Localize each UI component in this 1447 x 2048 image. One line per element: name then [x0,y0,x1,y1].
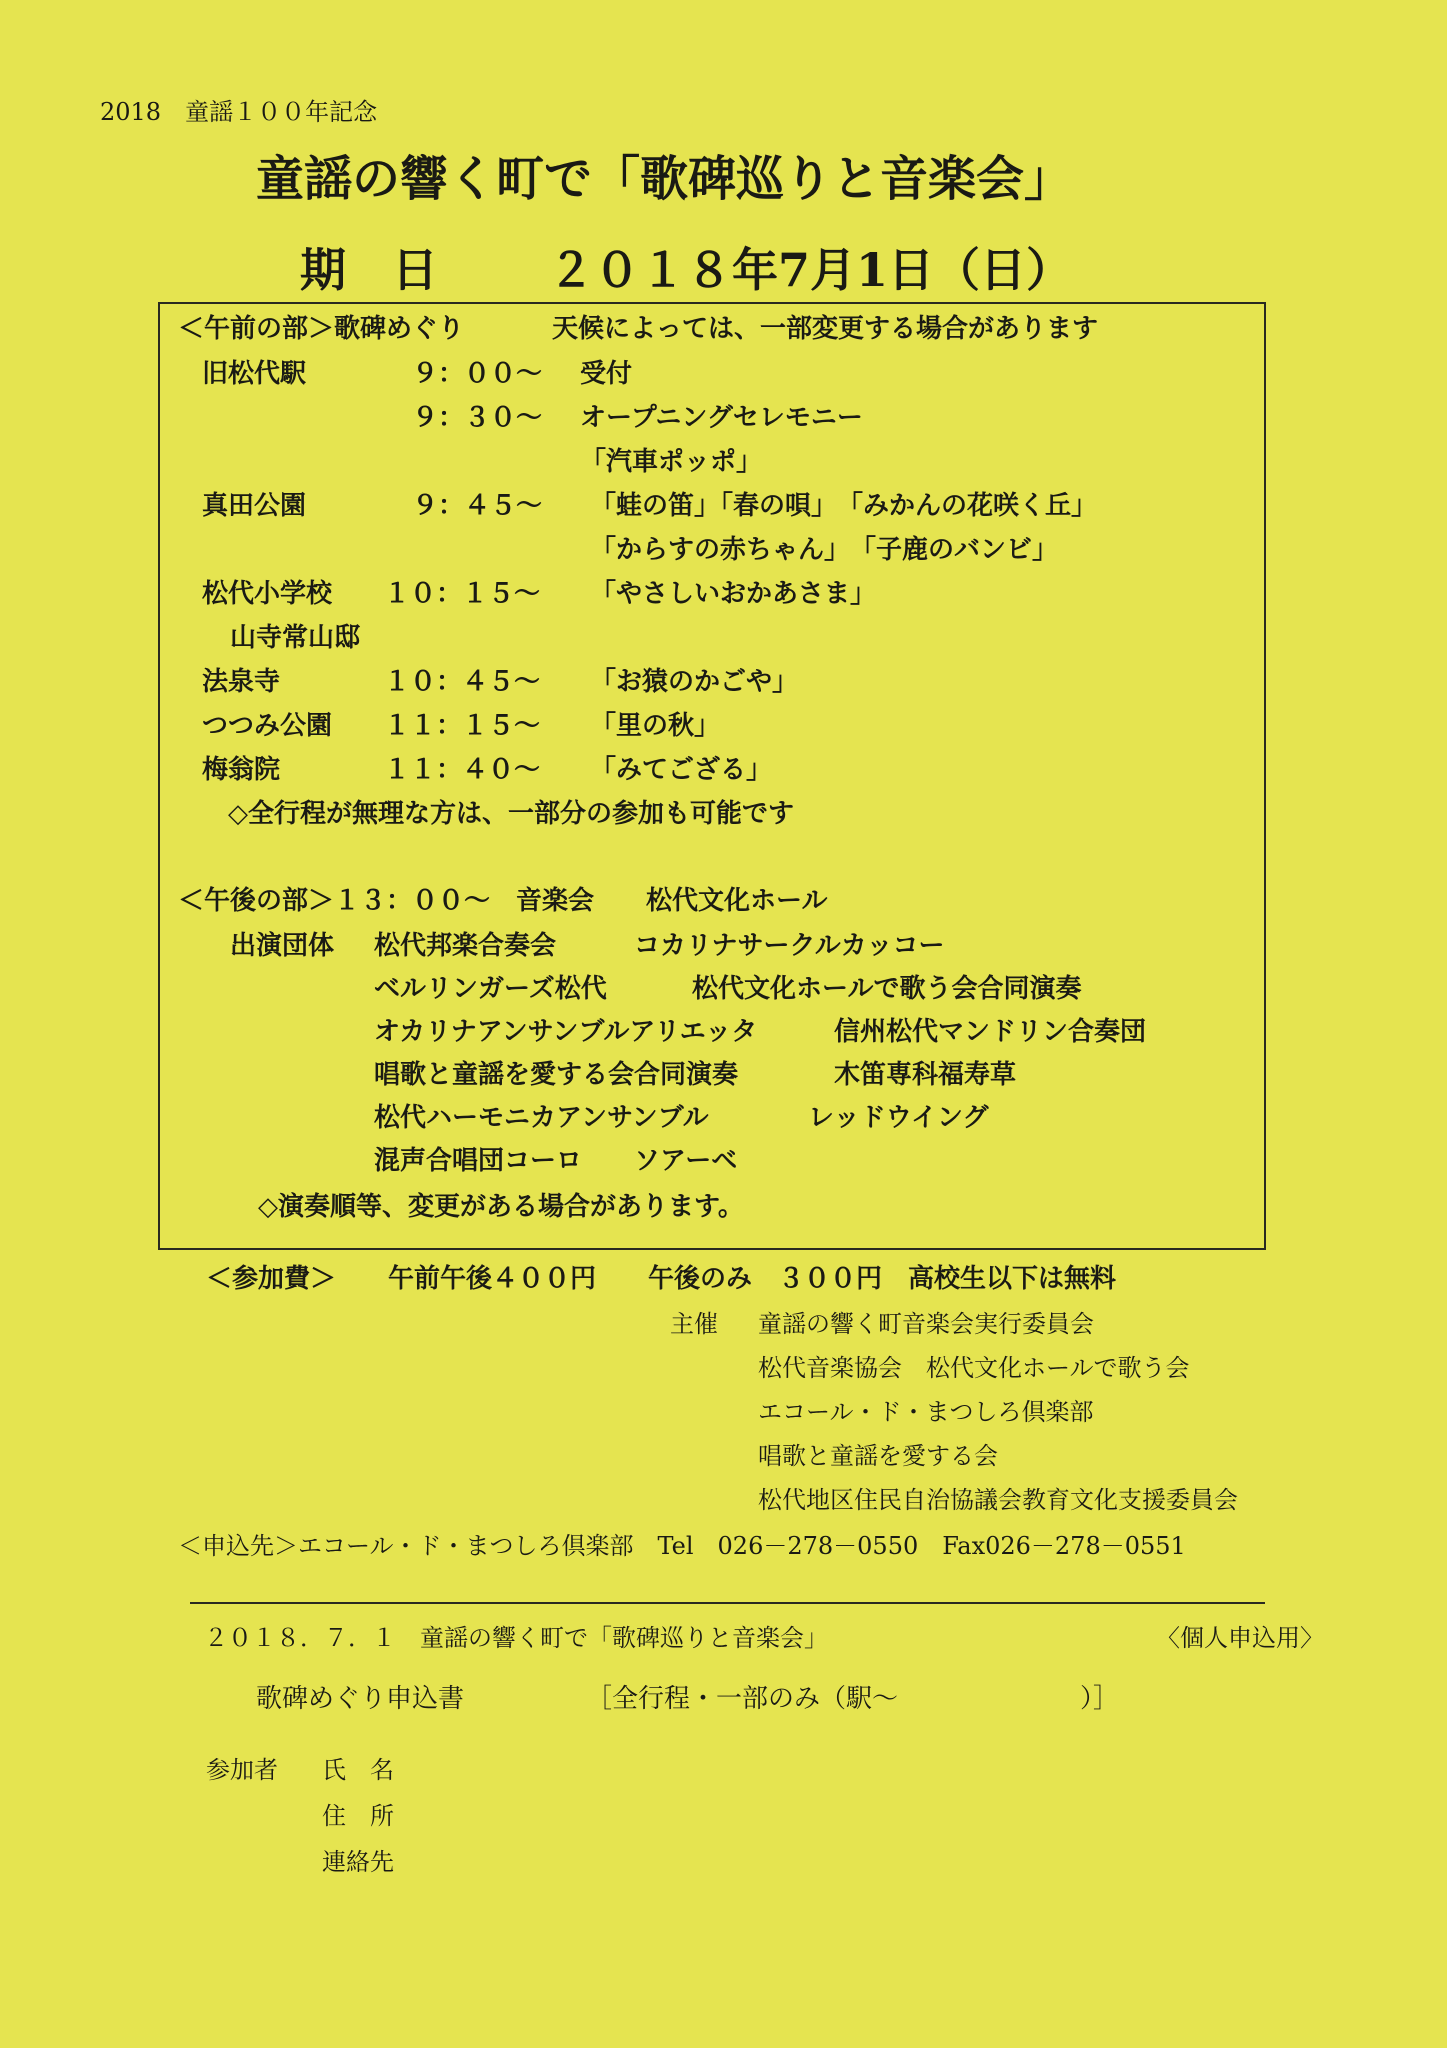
schedule-place: 山寺常山邸 [230,623,361,653]
schedule-program: 「やさしいおかあさま」 [590,579,877,609]
form-option: ［全行程・一部のみ（駅～ ）］ [586,1684,1120,1714]
afternoon-note: ◇演奏順等、変更がある場合があります。 [258,1192,744,1222]
schedule-place: 真田公園 [202,491,307,521]
morning-notice: 天候によっては、一部変更する場合があります [552,314,1099,344]
form-title: 歌碑めぐり申込書 [256,1684,465,1714]
performer-right: 松代文化ホールで歌う会合同演奏 [692,974,1082,1004]
schedule-time: １１：４０～ [384,755,541,785]
schedule-time: １０：１５～ [384,579,541,609]
fee-line: ＜参加費＞ 午前午後４００円 午後のみ ３００円 高校生以下は無料 [206,1264,1117,1294]
schedule-time: ９：４５～ [412,491,543,521]
schedule-time: ９：３０～ [412,403,543,433]
schedule-time: １１：１５～ [384,711,541,741]
schedule-place: つつみ公園 [202,711,333,741]
event-title: 童謡の響く町で「歌碑巡りと音楽会」 [256,151,1073,207]
performer-left: ベルリンガーズ松代 [374,974,607,1004]
performer-right: 木笛専科福寿草 [834,1060,1017,1090]
schedule-program: 「お猿のかごや」 [590,667,799,697]
schedule-place: 梅翁院 [202,755,281,785]
schedule-program: 「蛙の笛」「春の唄」 「みかんの花咲く丘」 [590,491,1098,521]
performer-left: 唱歌と童謡を愛する会合同演奏 [374,1060,739,1090]
schedule-program: 「汽車ポッポ」 [580,447,763,477]
performer-right: ソアーベ [634,1146,738,1176]
performer-right: コカリナサークルカッコー [634,931,945,961]
morning-heading: ＜午前の部＞歌碑めぐり [178,314,465,344]
performers-label: 出演団体 [230,931,335,961]
schedule-program: 「みてござる」 [590,755,773,785]
anniversary-line: 2018 童謡１００年記念 [100,98,378,126]
schedule-program: オープニングセレモニー [580,403,863,433]
schedule-place: 松代小学校 [202,579,333,609]
organizer-item: 松代音楽協会 松代文化ホールで歌う会 [758,1354,1190,1382]
performer-left: オカリナアンサンブルアリエッタ [374,1017,758,1047]
performer-left: 松代邦楽合奏会 [374,931,557,961]
field-address[interactable]: 住 所 [322,1802,394,1830]
organizers-label: 主催 [670,1310,718,1338]
performer-right: レッドウイング [808,1103,989,1133]
field-contact[interactable]: 連絡先 [322,1848,394,1876]
schedule-program: 「からすの赤ちゃん」 「子鹿のバンビ」 [590,535,1059,565]
organizer-item: 童謡の響く町音楽会実行委員会 [758,1310,1094,1338]
performer-right: 信州松代マンドリン合奏団 [834,1017,1147,1047]
schedule-time: ９：００～ [412,359,543,389]
schedule-place: 法泉寺 [202,667,281,697]
organizer-item: 唱歌と童謡を愛する会 [758,1442,998,1470]
contact-line: ＜申込先＞エコール・ド・まつしろ倶楽部 Tel 026－278－0550 Fax026－278－0551 [178,1532,1186,1560]
morning-note: ◇全行程が無理な方は、一部分の参加も可能です [228,799,794,829]
field-name[interactable]: 氏 名 [322,1756,394,1784]
form-header: ２０１８．７．１ 童謡の響く町で「歌碑巡りと音楽会」 [204,1624,828,1652]
schedule-program: 「里の秋」 [590,711,721,741]
organizer-item: エコール・ド・まつしろ倶楽部 [758,1398,1094,1426]
schedule-time: １０：４５～ [384,667,541,697]
schedule-place: 旧松代駅 [202,359,307,389]
cut-line [190,1602,1265,1604]
performer-left: 混声合唱団コーロ [374,1146,583,1176]
date-value: ２０１８年7月1日（日） [548,243,1073,297]
afternoon-heading: ＜午後の部＞１３：００～ 音楽会 松代文化ホール [178,886,828,916]
participant-label: 参加者 [206,1756,278,1784]
form-type: 〈個人申込用〉 [1156,1624,1324,1652]
organizer-item: 松代地区住民自治協議会教育文化支援委員会 [758,1486,1238,1514]
schedule-program: 受付 [580,359,633,389]
performer-left: 松代ハーモニカアンサンブル [374,1103,709,1133]
date-label: 期 日 [300,243,438,297]
